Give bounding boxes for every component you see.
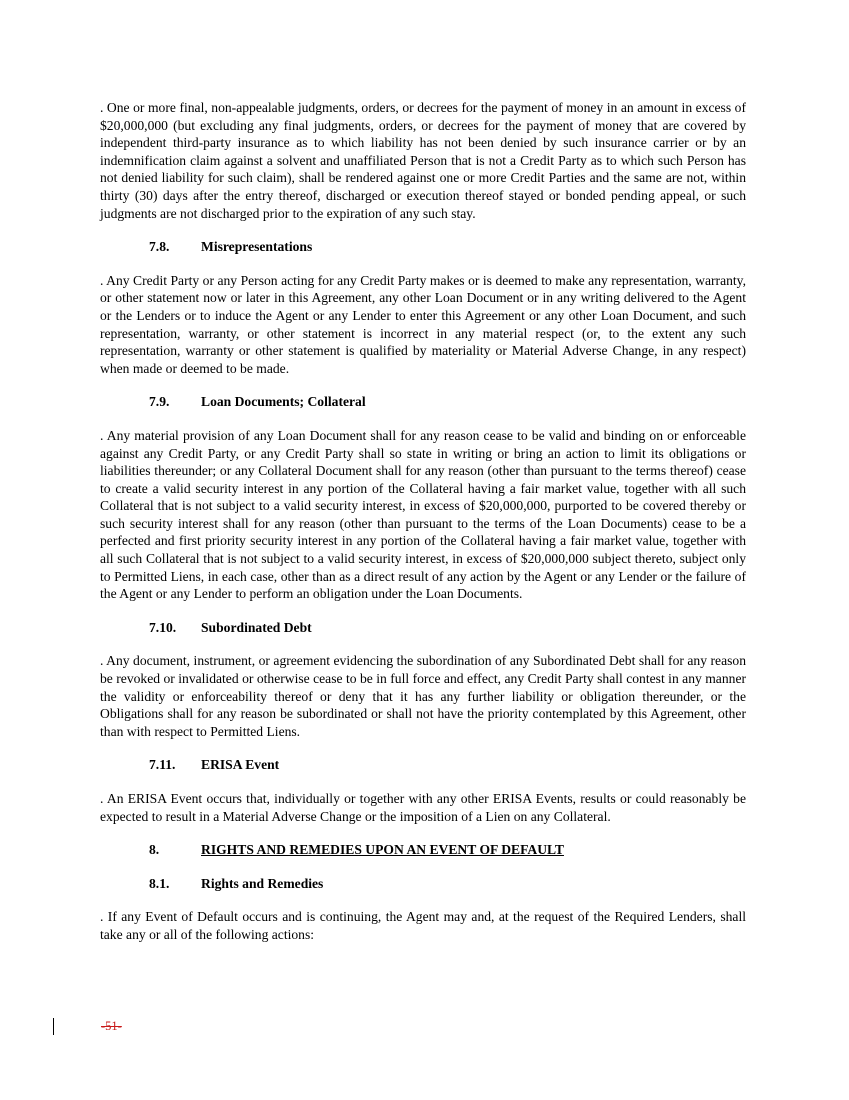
section-heading-7-8 <box>100 238 746 256</box>
section-heading-8 <box>100 841 746 859</box>
section-number: 8.1. <box>149 875 170 891</box>
section-heading-7-10 <box>100 619 746 637</box>
section-title: RIGHTS AND REMEDIES UPON AN EVENT OF DEFAULT <box>201 842 564 858</box>
section-title: Rights and Remedies <box>201 875 324 891</box>
section-number: 7.11. <box>149 757 176 773</box>
page-footer <box>53 1018 753 1036</box>
paragraph-misrepresentations: . Any Credit Party or any Person acting for any Credit Party makes or is deemed to make any representation, warranty, or other statement now or later in this Agreement, any other Loan Document or in any writing delivered to the Agent or the Lenders or to induce the Agent or any Lender to enter this Agreement or any other Loan Document, and such representation, warranty, or other statement is incorrect in any material respect (or, to the extent any such representation, warranty or other statement is qualified by materiality or Material Adverse Change, in any respect) when made or deemed to be made. <box>100 272 746 376</box>
paragraph-rights-remedies: . If any Event of Default occurs and is continuing, the Agent may and, at the request of the Required Lenders, shall take any or all of the following actions: <box>100 909 746 942</box>
document-page <box>100 99 746 944</box>
page-number: -51- <box>101 1019 122 1033</box>
paragraph-erisa-event: . An ERISA Event occurs that, individually or together with any other ERISA Events, results or could reasonably be expected to result in a Material Adverse Change or the imposition of a Lien on any Collateral. <box>100 791 746 824</box>
section-heading-7-9 <box>100 393 746 411</box>
section-title: Misrepresentations <box>201 239 313 255</box>
paragraph-loan-documents: . Any material provision of any Loan Document shall for any reason cease to be valid and binding on or enforceable against any Credit Party, or any Credit Party shall so state in writing or bring an action to limit its obligations or liabilities thereunder; or any Collateral Document shall for any reason (other than pursuant to the terms thereof) cease to create a valid security interest in any portion of the Collateral having a fair market value, together with all such Collateral that is not subject to a valid security interest, in excess of $20,000,000, purported to be covered thereby or such security interest shall for any reason (other than pursuant to the terms of the Loan Documents) cease to be a perfected and first priority security interest in any portion of the Collateral having a fair market value, together with all such Collateral that is not subject to a valid security interest, in excess of $20,000,000 subject thereto, subject only to Permitted Liens, in each case, other than as a direct result of any action by the Agent or any Lender or the failure of the Agent or any Lender to perform an obligation under the Loan Documents. <box>100 427 746 602</box>
section-heading-7-11 <box>100 756 746 774</box>
section-title: ERISA Event <box>201 757 280 773</box>
paragraph-judgments: . One or more final, non-appealable judgments, orders, or decrees for the payment of money in an amount in excess of $20,000,000 (but excluding any final judgments, orders, or decrees for the payment of money that are covered by independent third-party insurance as to which liability has not been denied by such insurance carrier or by an indemnification claim against a solvent and unaffiliated Person that is not a Credit Party as to which such Person has not denied liability for such claim), shall be rendered against one or more Credit Parties and the same are not, within thirty (30) days after the entry thereof, discharged or execution thereof stayed or bonded pending appeal, or such judgments are not discharged prior to the expiration of any such stay. <box>100 100 746 221</box>
paragraph-subordinated-debt: . Any document, instrument, or agreement evidencing the subordination of any Subordinated Debt shall for any reason be revoked or invalidated or otherwise cease to be in full force and effect, any Credit Party shall contest in any manner the validity or enforceability thereof or deny that it has any further liability or obligation thereunder, or the Obligations shall for any reason be subordinated or shall not have the priority contemplated by this Agreement, other than with respect to Permitted Liens. <box>100 653 746 739</box>
section-number: 7.8. <box>149 239 170 255</box>
section-title: Subordinated Debt <box>201 619 312 635</box>
section-number: 8. <box>149 842 160 858</box>
section-number: 7.9. <box>149 394 170 410</box>
revision-change-bar <box>53 1018 54 1035</box>
section-number: 7.10. <box>149 619 177 635</box>
section-heading-8-1 <box>100 875 746 893</box>
section-title: Loan Documents; Collateral <box>201 394 366 410</box>
